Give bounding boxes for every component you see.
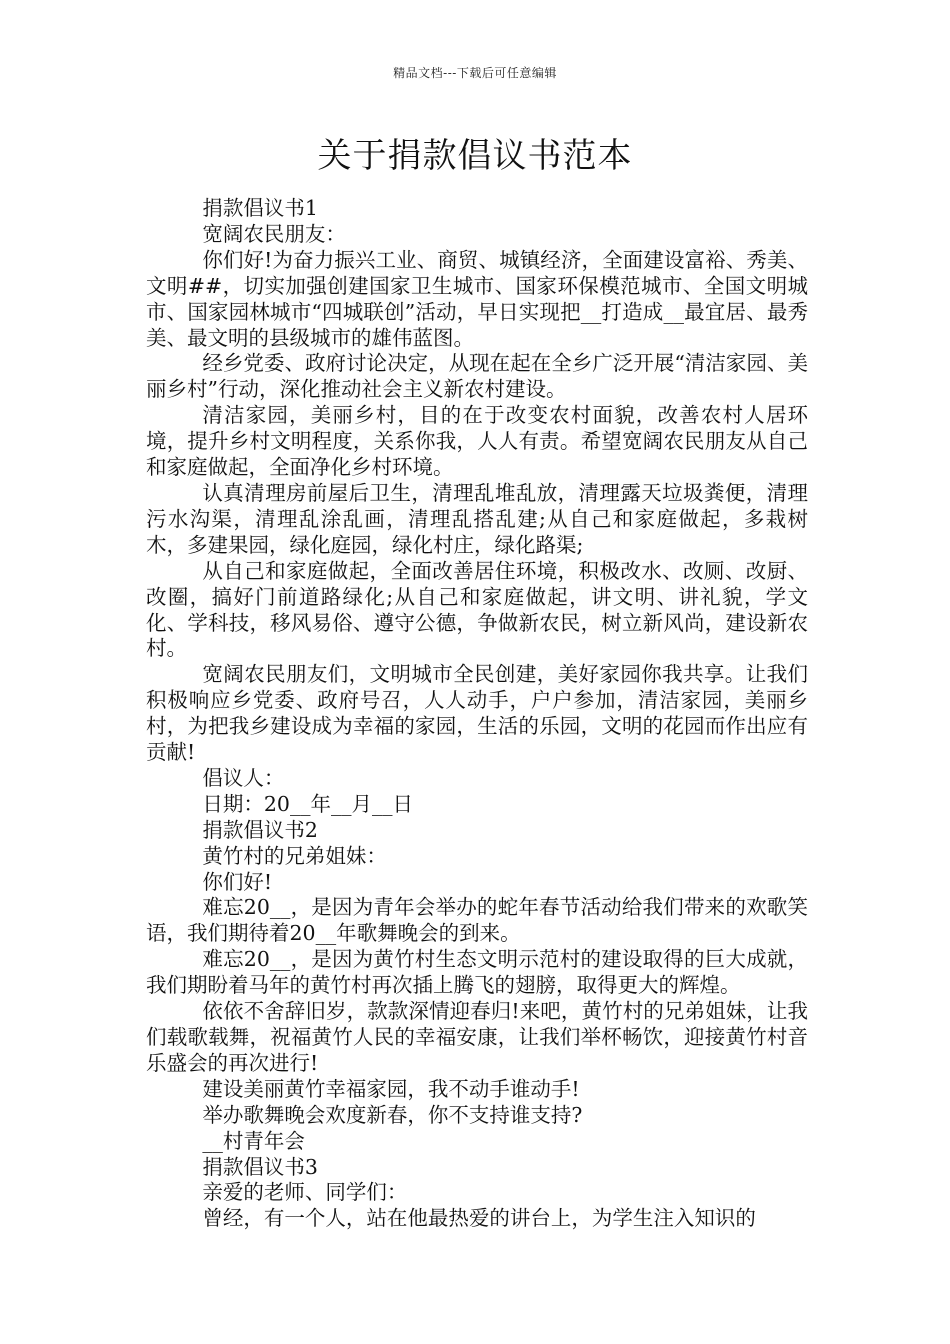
header-note: 精品文档---下载后可任意编辑 bbox=[393, 66, 557, 80]
section-heading-3: 捐款倡议书3 bbox=[202, 1154, 318, 1179]
paragraph: 依依不舍辞旧岁，款款深情迎春归!来吧，黄竹村的兄弟姐妹，让我们载歌载舞，祝福黄竹人民的幸福安康，让我们举杯畅饮，迎接黄竹村音乐盛会的再次进行! bbox=[146, 999, 808, 1075]
paragraph: 难忘20__，是因为黄竹村生态文明示范村的建设取得的巨大成就，我们期盼着马年的黄竹村再次插上腾飞的翅膀，取得更大的辉煌。 bbox=[146, 947, 808, 998]
section-heading-1: 捐款倡议书1 bbox=[202, 196, 318, 220]
paragraph: 你们好!为奋力振兴工业、商贸、城镇经济，全面建设富裕、秀美、文明##，切实加强创建国家卫生城市、国家环保模范城市、全国文明城市、国家园林城市“四城联创”活动，早日实现把__打造成__最宜居、最秀美、最文明的县级城市的雄伟蓝图。 bbox=[146, 247, 808, 350]
paragraph: 难忘20__，是因为青年会举办的蛇年春节活动给我们带来的欢歌笑语，我们期待着20__年歌舞晚会的到来。 bbox=[146, 895, 808, 946]
paragraph: 认真清理房前屋后卫生，清理乱堆乱放，清理露天垃圾粪便，清理污水沟渠，清理乱涂乱画，清理乱搭乱建;从自己和家庭做起，多栽树木，多建果园，绿化庭园，绿化村庄，绿化路渠; bbox=[146, 480, 808, 557]
slogan-line: 建设美丽黄竹幸福家园，我不动手谁动手! bbox=[202, 1076, 580, 1101]
salutation-1: 宽阔农民朋友： bbox=[202, 221, 346, 246]
slogan-line: 举办歌舞晚会欢度新春，你不支持谁支持? bbox=[202, 1102, 583, 1127]
paragraph: 宽阔农民朋友们，文明城市全民创建，美好家园你我共享。让我们积极响应乡党委、政府号召，人人动手，户户参加，清洁家园，美丽乡村，为把我乡建设成为幸福的家园，生活的乐园，文明的花园而作出应有贡献! bbox=[146, 662, 808, 765]
paragraph: 从自己和家庭做起，全面改善居住环境，积极改水、改厕、改厨、改圈，搞好门前道路绿化;从自己和家庭做起，讲文明、讲礼貌，学文化、学科技，移风易俗、遵守公德，争做新农民，树立新风尚，建设新农村。 bbox=[146, 558, 808, 661]
signature-line: 倡议人： bbox=[202, 765, 285, 790]
paragraph: 清洁家园，美丽乡村，目的在于改变农村面貌，改善农村人居环境，提升乡村文明程度，关系你我，人人有责。希望宽阔农民朋友从自己和家庭做起，全面净化乡村环境。 bbox=[146, 403, 808, 480]
document-body bbox=[146, 196, 808, 1232]
signature-line: __村青年会 bbox=[202, 1128, 305, 1153]
salutation-2: 黄竹村的兄弟姐妹： bbox=[202, 843, 387, 868]
paragraph: 经乡党委、政府讨论决定，从现在起在全乡广泛开展“清洁家园、美丽乡村”行动，深化推动社会主义新农村建设。 bbox=[146, 351, 808, 402]
paragraph: 曾经，有一个人，站在他最热爱的讲台上，为学生注入知识的 bbox=[202, 1206, 756, 1231]
section-heading-2: 捐款倡议书2 bbox=[202, 817, 318, 842]
document-title: 关于捐款倡议书范本 bbox=[317, 136, 633, 176]
date-line: 日期：20__年__月__日 bbox=[202, 791, 413, 816]
salutation-3: 亲爱的老师、同学们： bbox=[202, 1180, 408, 1205]
greeting: 你们好! bbox=[202, 869, 273, 894]
